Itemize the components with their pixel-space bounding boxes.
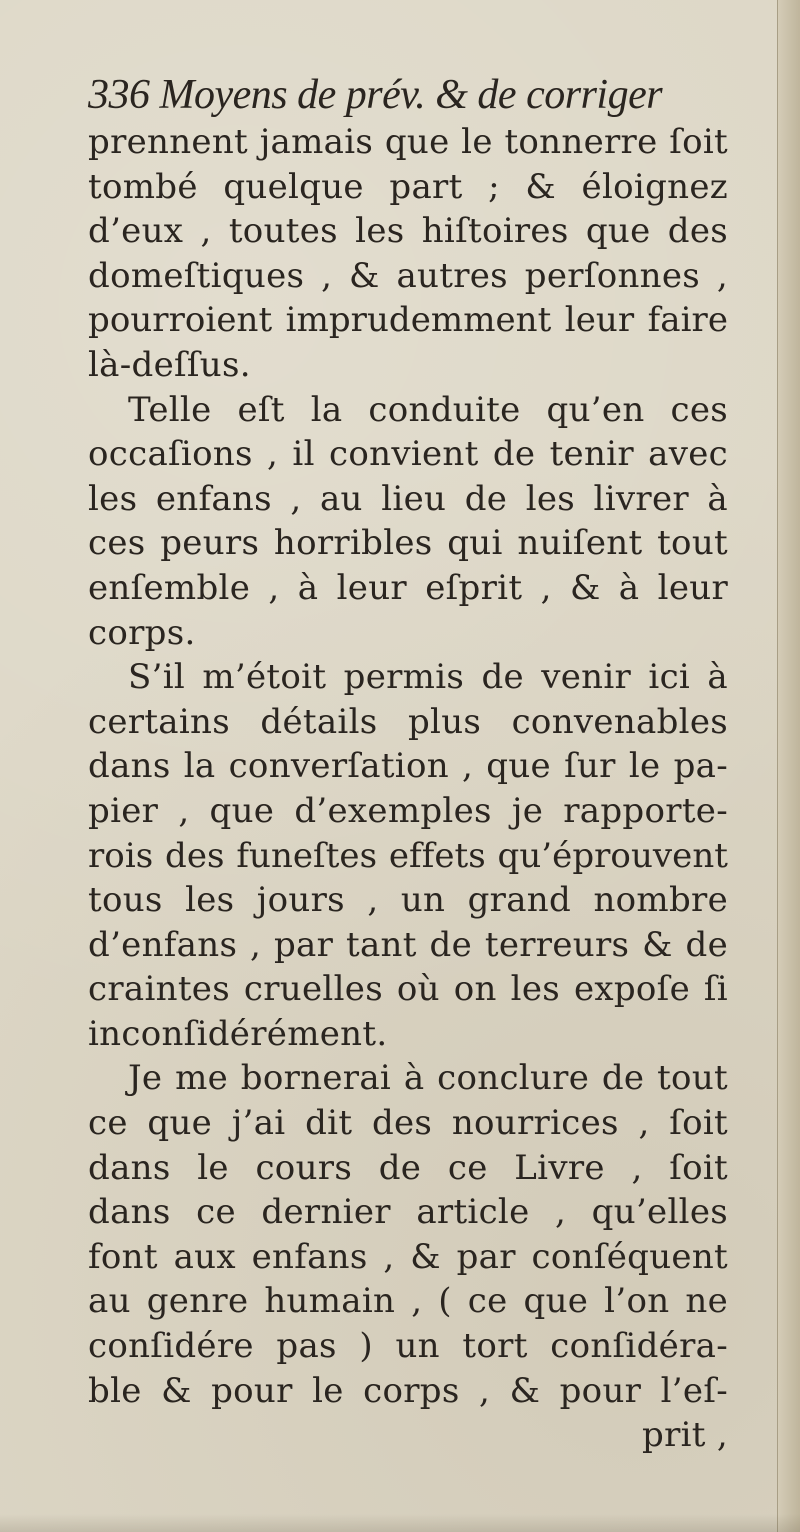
- text-line: craintes cruelles où on les expoſe ſi: [88, 969, 728, 1010]
- text-line: les enfans , au lieu de les livrer à: [88, 478, 728, 519]
- text-line: d’eux , toutes les hiſtoires que des: [88, 211, 728, 252]
- text-line: conſidére pas ) un tort conſidéra-: [88, 1326, 728, 1367]
- text-line: inconſidérément.: [88, 1013, 388, 1054]
- text-line: occaſions , il convient de tenir avec: [88, 434, 728, 475]
- paragraph-start-line: Telle eſt la conduite qu’en ces: [128, 389, 728, 430]
- page-shadow: [0, 1514, 800, 1532]
- text-line: au genre humain , ( ce que l’on ne: [88, 1281, 728, 1322]
- text-line: pourroient imprudemment leur faire: [88, 300, 728, 341]
- running-header: 336 Moyens de prév. & de corriger: [88, 72, 663, 118]
- text-line: ces peurs horribles qui nuiſent tout: [88, 523, 728, 564]
- text-line: dans la converſation , que ſur le pa-: [88, 746, 728, 787]
- text-line: corps.: [88, 612, 196, 653]
- text-line: là-deſſus.: [88, 344, 251, 385]
- text-line: domeſtiques , & autres perſonnes ,: [88, 255, 728, 296]
- text-block: [88, 70, 728, 1458]
- text-line: d’enfans , par tant de terreurs & de: [88, 924, 728, 965]
- text-line: ce que j’ai dit des nourrices , ſoit: [88, 1103, 728, 1144]
- catchword: prit ,: [642, 1415, 728, 1456]
- text-line: dans ce dernier article , qu’elles: [88, 1192, 728, 1233]
- text-line: prennent jamais que le tonnerre ſoit: [88, 122, 728, 162]
- text-line: tous les jours , un grand nombre: [88, 880, 728, 921]
- page-edge: [777, 0, 800, 1532]
- paragraph-start-line: Je me bornerai à conclure de tout: [128, 1058, 728, 1099]
- text-line: rois des funeſtes effets qu’éprouvent: [88, 835, 728, 876]
- text-line: dans le cours de ce Livre , ſoit: [88, 1147, 728, 1188]
- text-line: ble & pour le corps , & pour l’eſ-: [88, 1370, 728, 1411]
- text-line: certains détails plus convenables: [88, 701, 728, 742]
- text-line: enſemble , à leur eſprit , & à leur: [88, 567, 728, 608]
- text-line: font aux enfans , & par conſéquent: [88, 1236, 728, 1277]
- text-line: tombé quelque part ; & éloignez: [88, 166, 728, 207]
- paragraph-start-line: S’il m’étoit permis de venir ici à: [128, 657, 728, 698]
- text-line: pier , que d’exemples je rapporte-: [88, 790, 728, 831]
